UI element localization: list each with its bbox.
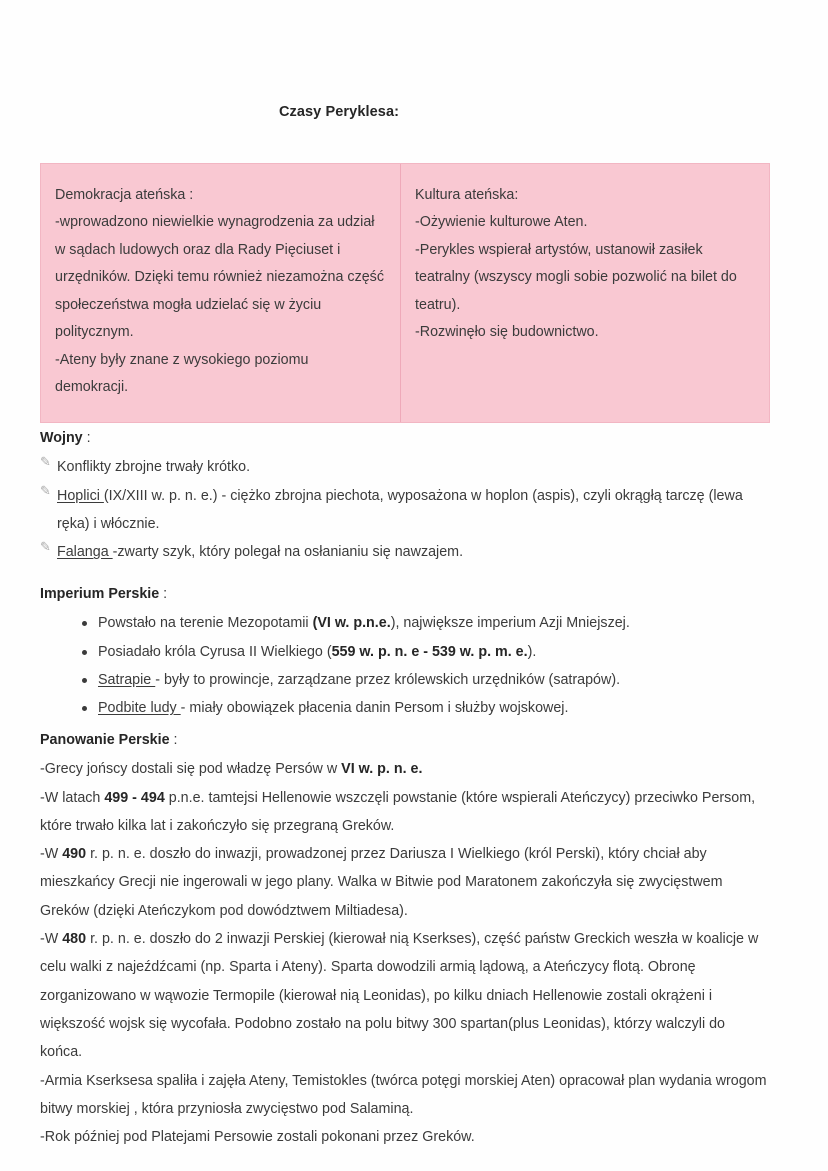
section-heading-imperium-text: Imperium Perskie bbox=[40, 586, 160, 602]
list-item-pre: Posiadało króla Cyrusa II Wielkiego ( bbox=[98, 643, 332, 660]
panowanie-list bbox=[40, 755, 770, 1151]
list-item-text: (IX/XIII w. p. n. e.) - ciężko zbrojna piechota, wyposażona w hoplon (aspis), czyli okrągłą tarczę (lewa ręka) i włócznie. bbox=[57, 487, 743, 532]
list-item-post: - były to prowincje, zarządzane przez królewskich urzędników (satrapów). bbox=[155, 671, 621, 688]
list-item-term: Hoplici bbox=[57, 487, 104, 504]
cell-heading-kultura: Kultura ateńska: bbox=[415, 187, 519, 203]
section-heading-wojny-colon: : bbox=[82, 430, 91, 446]
section-heading-wojny bbox=[40, 424, 770, 452]
list-item-pre: Powstało na terenie Mezopotamii bbox=[98, 615, 313, 632]
section-heading-panowanie-colon: : bbox=[169, 732, 178, 748]
cell-line-kultura-3: -Rozwinęło się budownictwo. bbox=[415, 324, 599, 341]
list-item-pre: -Grecy jońscy dostali się pod władzę Persów w bbox=[40, 761, 342, 778]
list-item-pre: -W bbox=[40, 846, 63, 863]
list-item bbox=[40, 453, 770, 481]
section-imperium-perskie bbox=[40, 580, 770, 722]
list-item bbox=[40, 755, 770, 783]
list-item-pre: -Armia Kserksesa spaliła i zajęła Ateny, Temistokles (twórca potęgi morskiej Aten) opracował plan wydania wrogom bitwy morskiej , która przyniosła zwycięstwo pod Salaminą. bbox=[40, 1072, 767, 1117]
section-wojny bbox=[40, 424, 770, 566]
list-item-bold: 499 - 494 bbox=[104, 789, 165, 806]
cell-line-demokracja-2: -Ateny były znane z wysokiego poziomu demokracji. bbox=[55, 351, 313, 396]
section-heading-wojny-text: Wojny bbox=[40, 430, 83, 446]
list-item bbox=[40, 482, 770, 539]
list-item-bold: 480 bbox=[62, 931, 87, 948]
list-item-term: Falanga bbox=[57, 544, 113, 561]
list-item bbox=[40, 538, 770, 566]
section-heading-imperium bbox=[40, 580, 770, 608]
pencil-icon: ✎ bbox=[40, 540, 51, 556]
table-cell-demokracja bbox=[41, 164, 401, 422]
list-item bbox=[82, 694, 770, 722]
section-heading-imperium-colon: : bbox=[159, 586, 168, 602]
list-item-bold: 559 w. p. n. e - 539 w. p. m. e. bbox=[331, 643, 528, 660]
cell-line-kultura-2: -Perykles wspierał artystów, ustanowił zasiłek teatralny (wszyscy mogli sobie pozwolić na bilet do teatru). bbox=[415, 241, 741, 313]
list-item-pre: -Rok później pod Platejami Persowie zostali pokonani przez Greków. bbox=[40, 1129, 475, 1146]
cell-heading-demokracja: Demokracja ateńska : bbox=[55, 187, 194, 203]
cell-line-demokracja-1: -wprowadzono niewielkie wynagrodzenia za udział w sądach ludowych oraz dla Rady Pięciuset i urzędników. Dzięki temu również niezamożna część społeczeństwa mogła udzielać się w życiu politycznym. bbox=[55, 214, 388, 341]
list-item-post: - miały obowiązek płacenia danin Persom i służby wojskowej. bbox=[180, 700, 569, 717]
list-item-post: r. p. n. e. doszło do inwazji, prowadzonej przez Dariusza I Wielkiego (król Perski), który chciał aby mieszkańcy Grecji nie ingerowali w jego plany. Walka w Bitwie pod Maratonem zakończyła się zwycięstwem Greków (dzięki Ateńczykom pod dowództwem Miltiadesa). bbox=[40, 846, 723, 919]
list-item-text: -zwarty szyk, który polegał na osłanianiu się nawzajem. bbox=[112, 544, 464, 561]
section-heading-panowanie-text: Panowanie Perskie bbox=[40, 732, 170, 748]
table-cell-kultura bbox=[401, 164, 769, 422]
list-item-bold: 490 bbox=[62, 846, 87, 863]
list-item bbox=[82, 638, 770, 666]
list-item bbox=[82, 609, 770, 637]
imperium-list bbox=[40, 609, 770, 722]
list-item bbox=[40, 784, 770, 841]
list-item-post: ). bbox=[527, 643, 537, 660]
list-item-text: Konflikty zbrojne trwały krótko. bbox=[57, 459, 251, 476]
page-title: Czasy Peryklesa: bbox=[278, 104, 400, 120]
list-item-term: Podbite ludy bbox=[98, 700, 181, 717]
pencil-icon: ✎ bbox=[40, 483, 51, 499]
list-item bbox=[40, 840, 770, 925]
list-item-pre: -W latach bbox=[40, 789, 105, 806]
section-panowanie-perskie bbox=[40, 726, 770, 1151]
wojny-list bbox=[40, 453, 770, 566]
list-item bbox=[40, 1067, 770, 1124]
pencil-icon: ✎ bbox=[40, 455, 51, 471]
list-item-post: r. p. n. e. doszło do 2 inwazji Perskiej (kierował nią Kserkses), część państw Greckich weszła w koalicje w celu walki z najeźdźcami (np. Sparta i Ateny). Sparta dowodzili armią lądową, a Ateńczycy flotą. Obronę zorganizowano w wąwozie Termopile (kierował nią Leonidas), po kilku dniach Hellenowie zostali okrążeni i większość wojsk się wycofała. Podobno zostało na polu bitwy 300 spartan(plus Leonidas), którzy walczyli do końca. bbox=[40, 931, 759, 1061]
list-item-bold: (VI w. p.n.e. bbox=[312, 615, 391, 632]
list-item-bold: VI w. p. n. e. bbox=[341, 761, 423, 778]
list-item-term: Satrapie bbox=[98, 671, 156, 688]
list-item bbox=[82, 666, 770, 694]
notes-table bbox=[40, 163, 770, 423]
list-item-post: ), największe imperium Azji Mniejszej. bbox=[390, 615, 630, 632]
section-heading-panowanie bbox=[40, 726, 770, 754]
list-item bbox=[40, 1123, 770, 1151]
list-item bbox=[40, 925, 770, 1066]
list-item-pre: -W bbox=[40, 931, 63, 948]
list-item-post: p.n.e. tamtejsi Hellenowie wszczęli powstanie (które wspierali Ateńczycy) przeciwko Persom, które trwało kilka lat i zakończyło się przegraną Greków. bbox=[40, 789, 756, 834]
cell-line-kultura-1: -Ożywienie kulturowe Aten. bbox=[415, 214, 588, 231]
